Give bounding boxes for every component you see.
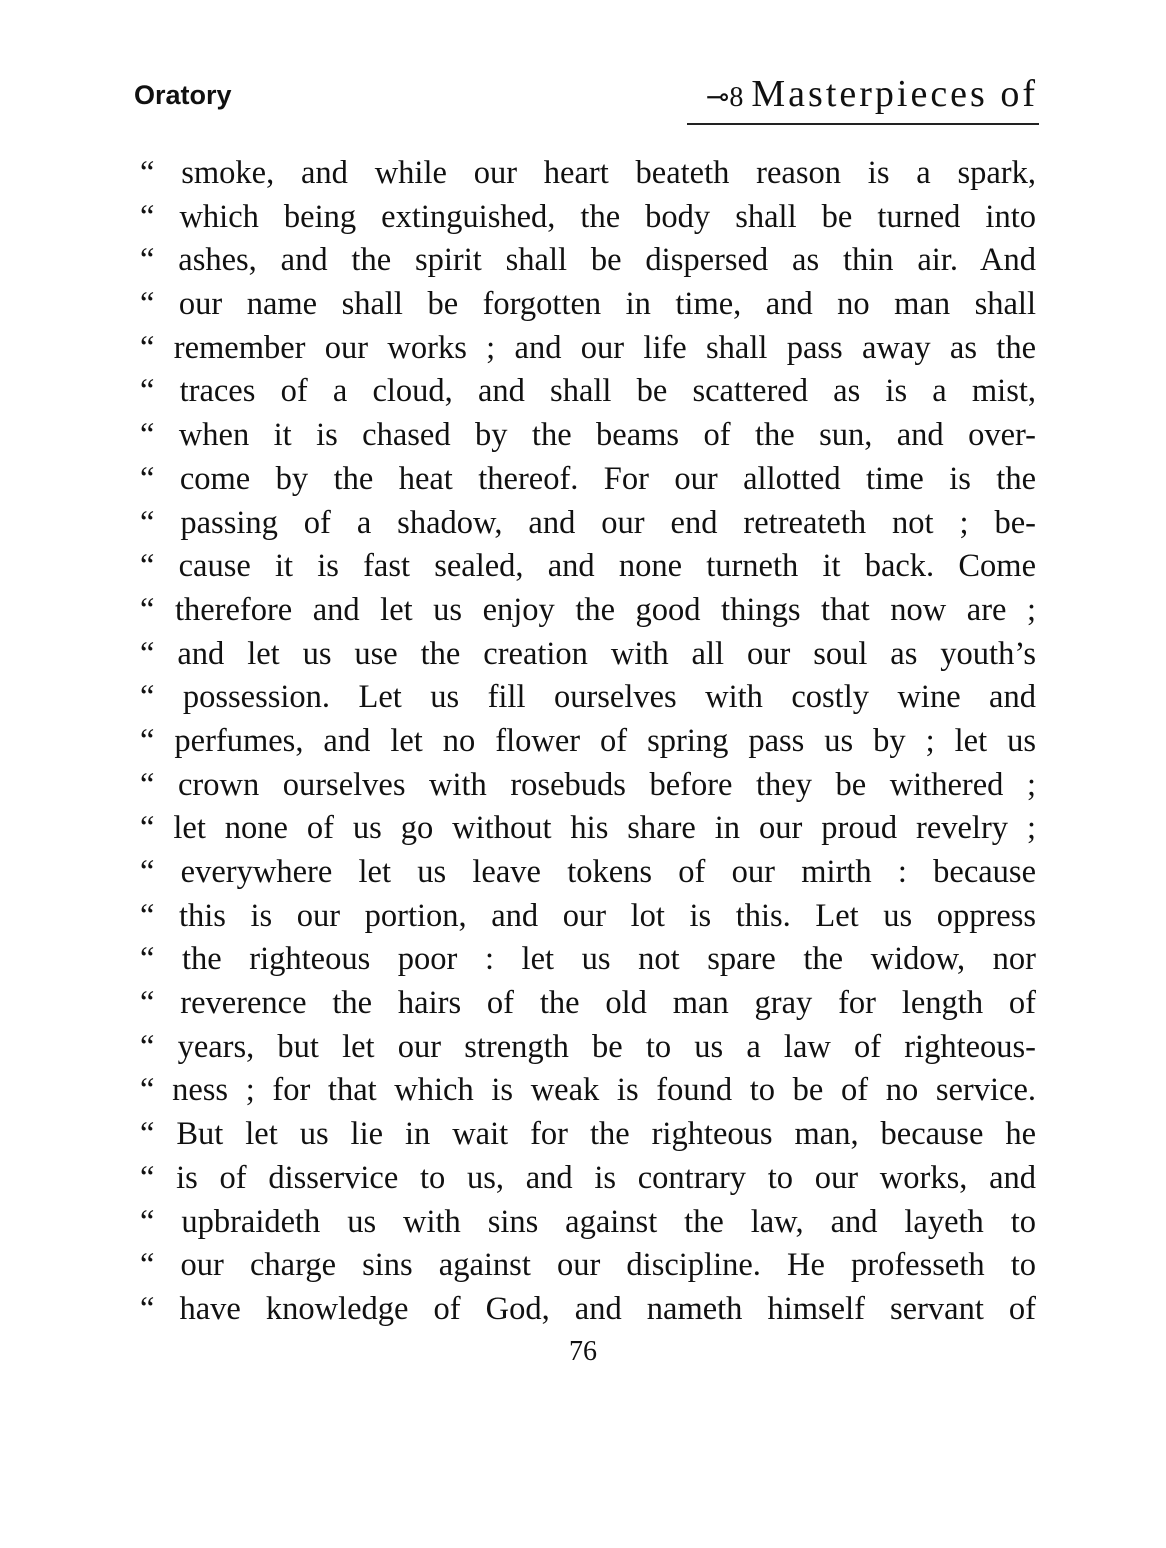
text-line: “ ashes, and the spirit shall be dispersed as thin air. And: [140, 242, 1036, 279]
text-line: “ crown ourselves with rosebuds before they be withered ;: [140, 766, 1036, 803]
running-head-right: [706, 72, 1038, 116]
text-line: “ perfumes, and let no flower of spring pass us by ; let us: [140, 722, 1036, 759]
text-line: “ is of disservice to us, and is contrary to our works, and: [140, 1159, 1036, 1196]
text-line: “ remember our works ; and our life shall pass away as the: [140, 329, 1036, 366]
running-head-title: Masterpieces of: [751, 73, 1038, 115]
text-line: “ this is our portion, and our lot is this. Let us oppress: [140, 897, 1036, 934]
text-line: “ come by the heat thereof. For our allotted time is the: [140, 460, 1036, 497]
text-line: “ possession. Let us fill ourselves with costly wine and: [140, 679, 1036, 716]
text-line: “ passing of a shadow, and our end retreateth not ; be-: [140, 504, 1036, 541]
text-line: “ have knowledge of God, and nameth himself servant of: [140, 1290, 1036, 1327]
header-rule: [687, 123, 1039, 125]
text-line: “ traces of a cloud, and shall be scattered as is a mist,: [140, 373, 1036, 410]
page-number: 76: [569, 1336, 597, 1367]
text-line: “ smoke, and while our heart beateth reason is a spark,: [140, 155, 1036, 191]
text-line: “ the righteous poor : let us not spare the widow, nor: [140, 941, 1036, 978]
body-text: [140, 152, 1036, 1332]
text-line: “ therefore and let us enjoy the good things that now are ;: [140, 591, 1036, 628]
ornament-icon: ⊸8: [705, 82, 744, 113]
text-line: “ years, but let our strength be to us a law of righteous-: [140, 1028, 1036, 1065]
text-line: “ which being extinguished, the body shall be turned into: [140, 198, 1036, 235]
text-line: “ ness ; for that which is weak is found to be of no service.: [140, 1072, 1036, 1109]
text-line: “ everywhere let us leave tokens of our mirth : because: [140, 854, 1036, 890]
text-line: “ But let us lie in wait for the righteous man, because he: [140, 1116, 1036, 1153]
text-line: “ reverence the hairs of the old man gray for length of: [140, 985, 1036, 1022]
text-line: “ our charge sins against our discipline. He professeth to: [140, 1247, 1036, 1284]
text-line: “ our name shall be forgotten in time, and no man shall: [140, 286, 1036, 323]
text-line: “ and let us use the creation with all our soul as youth’s: [140, 635, 1036, 672]
text-line: “ cause it is fast sealed, and none turneth it back. Come: [140, 548, 1036, 585]
running-head-left: Oratory: [134, 80, 232, 110]
text-line: “ upbraideth us with sins against the law, and layeth to: [140, 1203, 1036, 1240]
text-line: “ when it is chased by the beams of the sun, and over-: [140, 417, 1036, 454]
text-line: “ let none of us go without his share in our proud revelry ;: [140, 810, 1036, 847]
